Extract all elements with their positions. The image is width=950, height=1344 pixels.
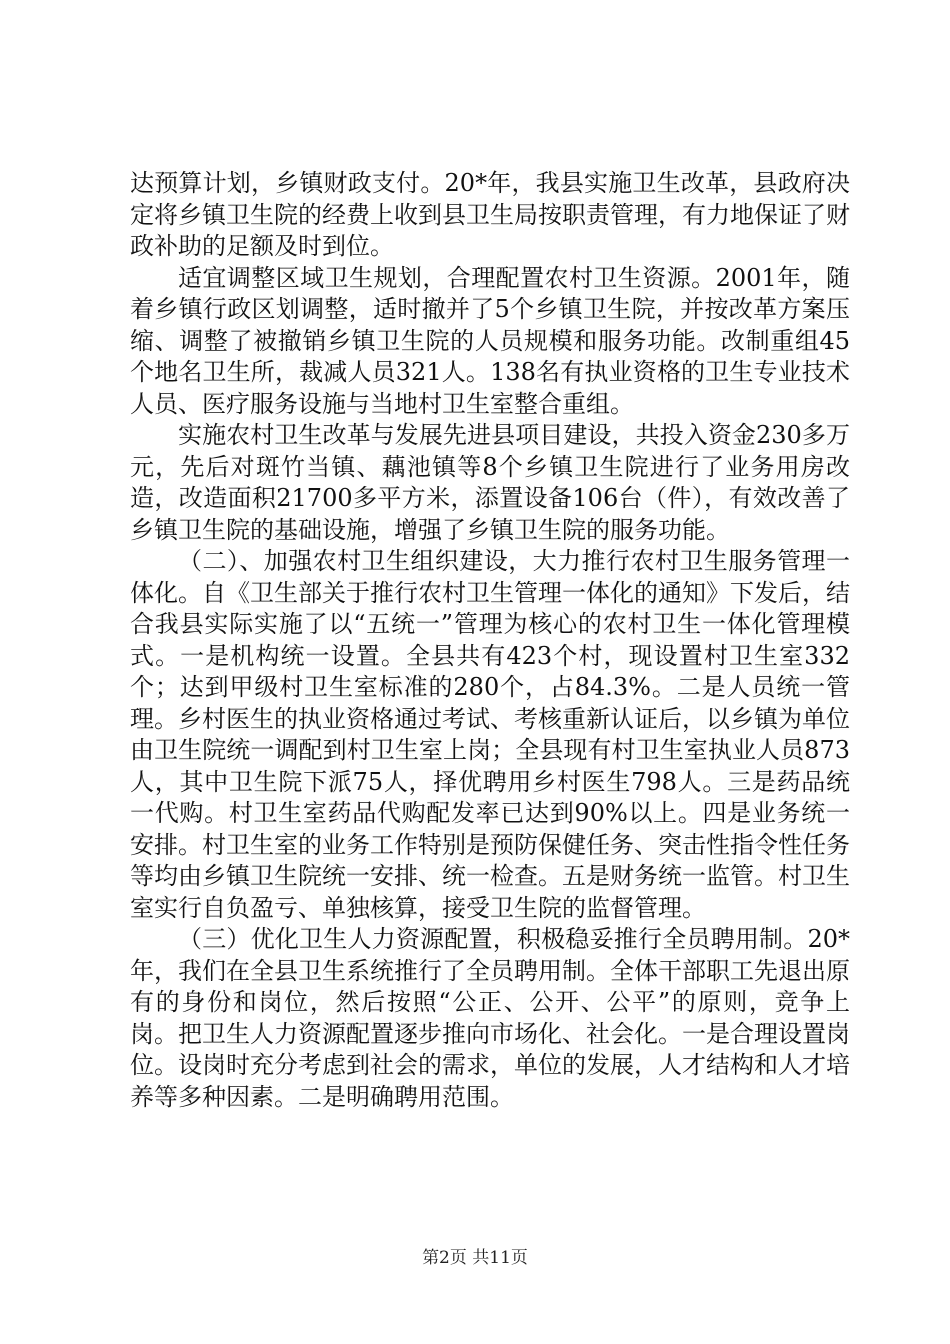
paragraph-5: （三）优化卫生人力资源配置，积极稳妥推行全员聘用制。20*年，我们在全县卫生系统推行了全员聘用制。全体干部职工先退出原有的身份和岗位，然后按照“公正、公开、公平”的原则，竞争上岗。把卫生人力资源配置逐步推向市场化、社会化。一是合理设置岗位。设岗时充分考虑到社会的需求，单位的发展，人才结构和人才培养等多种因素。二是明确聘用范围。 [130,925,850,1111]
page-footer: 第2页 共11页 [422,1248,528,1268]
paragraph-3: 实施农村卫生改革与发展先进县项目建设，共投入资金230多万元，先后对斑竹当镇、藕池镇等8个乡镇卫生院进行了业务用房改造，改造面积21700多平方米，添置设备106台（件），有效改善了乡镇卫生院的基础设施，增强了乡镇卫生院的服务功能。 [130,421,850,544]
paragraph-2: 适宜调整区域卫生规划，合理配置农村卫生资源。2001年，随着乡镇行政区划调整，适时撤并了5个乡镇卫生院，并按改革方案压缩、调整了被撤销乡镇卫生院的人员规模和服务功能。改制重组45个地名卫生所，裁减人员321人。138名有执业资格的卫生专业技术人员、医疗服务设施与当地村卫生室整合重组。 [130,263,850,418]
paragraph-4: （二）、加强农村卫生组织建设，大力推行农村卫生服务管理一体化。自《卫生部关于推行农村卫生管理一体化的通知》下发后，结合我县实际实施了以“五统一”管理为核心的农村卫生一体化管理模式。一是机构统一设置。全县共有423个村，现设置村卫生室332个；达到甲级村卫生室标准的280个，占84.3%。二是人员统一管理。乡村医生的执业资格通过考试、考核重新认证后，以乡镇为单位由卫生院统一调配到村卫生室上岗；全县现有村卫生室执业人员873人，其中卫生院下派75人，择优聘用乡村医生798人。三是药品统一代购。村卫生室药品代购配发率已达到90%以上。四是业务统一安排。村卫生室的业务工作特别是预防保健任务、突击性指令性任务等均由乡镇卫生院统一安排、统一检查。五是财务统一监管。村卫生室实行自负盈亏、单独核算，接受卫生院的监督管理。 [130,547,850,922]
document-body [130,168,850,1113]
paragraph-1: 达预算计划，乡镇财政支付。20*年，我县实施卫生改革，县政府决定将乡镇卫生院的经费上收到县卫生局按职责管理，有力地保证了财政补助的足额及时到位。 [130,169,850,260]
